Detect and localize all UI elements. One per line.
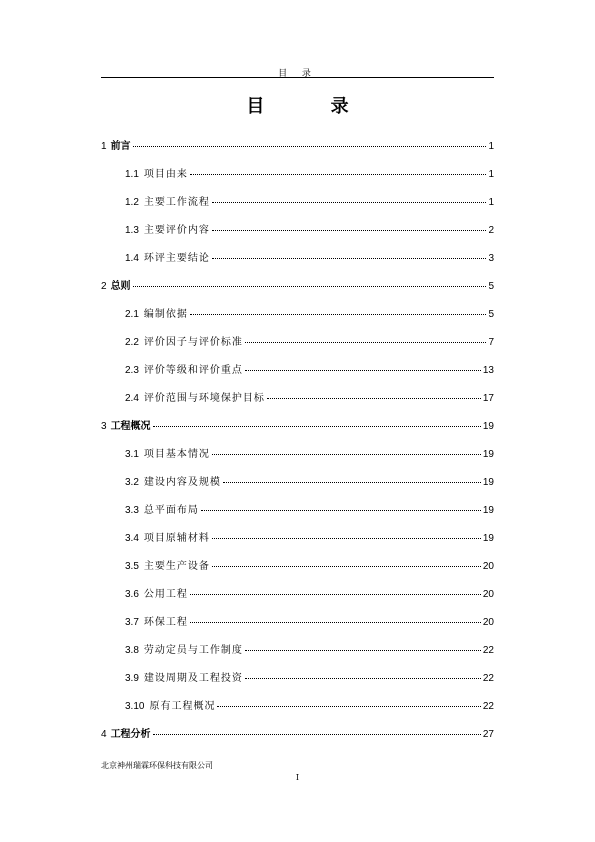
toc-entry-page: 19 — [482, 477, 494, 488]
footer-company-name: 北京神州瑞霖环保科技有限公司 — [101, 761, 213, 770]
toc-dot-leader — [201, 510, 481, 511]
toc-dot-leader — [153, 426, 481, 427]
toc-dot-leader — [190, 622, 481, 623]
toc-entry-number: 2.3 — [125, 365, 139, 376]
toc-entry-page: 22 — [482, 673, 494, 684]
toc-dot-leader — [190, 314, 487, 315]
toc-entry-page: 13 — [482, 365, 494, 376]
toc-entry-number: 1.3 — [125, 225, 139, 236]
toc-dot-leader — [133, 146, 487, 147]
toc-entry-title: 前言 — [110, 141, 131, 152]
toc-section-entry[interactable] — [101, 249, 494, 277]
toc-section-entry[interactable] — [101, 165, 494, 193]
toc-section-entry[interactable] — [101, 193, 494, 221]
running-header: 目 录 — [278, 69, 317, 79]
toc-section-entry[interactable] — [101, 333, 494, 361]
toc-section-entry[interactable] — [101, 613, 494, 641]
toc-dot-leader — [245, 342, 487, 343]
toc-dot-leader — [153, 734, 481, 735]
toc-entry-page: 22 — [482, 645, 494, 656]
toc-dot-leader — [245, 678, 481, 679]
toc-dot-leader — [190, 174, 487, 175]
toc-entry-title: 项目基本情况 — [143, 449, 210, 460]
toc-entry-title: 工程概况 — [110, 421, 151, 432]
toc-section-entry[interactable] — [101, 389, 494, 417]
toc-entry-number: 3.9 — [125, 673, 139, 684]
toc-entry-page: 17 — [482, 393, 494, 404]
table-of-contents — [101, 137, 494, 753]
toc-entry-number: 3.1 — [125, 449, 139, 460]
toc-entry-page: 3 — [488, 253, 494, 264]
toc-entry-title: 总则 — [110, 281, 131, 292]
toc-section-entry[interactable] — [101, 697, 494, 725]
toc-section-entry[interactable] — [101, 529, 494, 557]
toc-dot-leader — [212, 258, 487, 259]
toc-entry-number: 1 — [101, 141, 107, 152]
toc-entry-title: 评价因子与评价标准 — [143, 337, 243, 348]
toc-entry-title: 建设内容及规模 — [143, 477, 221, 488]
toc-section-entry[interactable] — [101, 501, 494, 529]
toc-entry-page: 7 — [488, 337, 494, 348]
toc-entry-title: 评价范围与环境保护目标 — [143, 393, 265, 404]
toc-entry-page: 22 — [482, 701, 494, 712]
toc-section-entry[interactable] — [101, 641, 494, 669]
toc-entry-number: 3.5 — [125, 561, 139, 572]
toc-entry-title: 工程分析 — [110, 729, 151, 740]
toc-entry-number: 2 — [101, 281, 107, 292]
toc-entry-page: 27 — [482, 729, 494, 740]
toc-entry-title: 劳动定员与工作制度 — [143, 645, 243, 656]
toc-entry-page: 2 — [488, 225, 494, 236]
toc-entry-number: 1.2 — [125, 197, 139, 208]
toc-entry-number: 2.4 — [125, 393, 139, 404]
toc-chapter-entry[interactable] — [101, 137, 494, 165]
toc-entry-title: 项目由来 — [143, 169, 188, 180]
toc-section-entry[interactable] — [101, 473, 494, 501]
toc-dot-leader — [212, 566, 481, 567]
toc-entry-page: 19 — [482, 449, 494, 460]
toc-entry-number: 3.7 — [125, 617, 139, 628]
toc-entry-page: 5 — [488, 309, 494, 320]
toc-entry-page: 1 — [488, 141, 494, 152]
toc-entry-page: 20 — [482, 561, 494, 572]
toc-entry-number: 1.4 — [125, 253, 139, 264]
toc-entry-title: 评价等级和评价重点 — [143, 365, 243, 376]
toc-entry-title: 编制依据 — [143, 309, 188, 320]
toc-entry-number: 2.1 — [125, 309, 139, 320]
toc-entry-title: 主要工作流程 — [143, 197, 210, 208]
toc-section-entry[interactable] — [101, 669, 494, 697]
footer-page-number: I — [295, 773, 300, 782]
toc-entry-title: 环保工程 — [143, 617, 188, 628]
toc-entry-title: 环评主要结论 — [143, 253, 210, 264]
toc-entry-title: 建设周期及工程投资 — [143, 673, 243, 684]
toc-entry-title: 公用工程 — [143, 589, 188, 600]
toc-entry-title: 项目原辅材料 — [143, 533, 210, 544]
toc-entry-page: 19 — [482, 533, 494, 544]
toc-dot-leader — [223, 482, 481, 483]
toc-entry-title: 原有工程概况 — [149, 701, 216, 712]
toc-entry-page: 20 — [482, 617, 494, 628]
toc-entry-title: 总平面布局 — [143, 505, 199, 516]
toc-dot-leader — [212, 454, 481, 455]
toc-dot-leader — [245, 650, 481, 651]
toc-entry-page: 19 — [482, 505, 494, 516]
toc-entry-number: 3.6 — [125, 589, 139, 600]
toc-chapter-entry[interactable] — [101, 277, 494, 305]
toc-entry-number: 3.4 — [125, 533, 139, 544]
toc-entry-number: 4 — [101, 729, 107, 740]
toc-entry-number: 1.1 — [125, 169, 139, 180]
toc-entry-number: 3 — [101, 421, 107, 432]
toc-entry-title: 主要评价内容 — [143, 225, 210, 236]
toc-dot-leader — [212, 230, 487, 231]
toc-section-entry[interactable] — [101, 361, 494, 389]
toc-dot-leader — [133, 286, 487, 287]
toc-entry-number: 3.8 — [125, 645, 139, 656]
toc-dot-leader — [217, 706, 480, 707]
toc-entry-page: 20 — [482, 589, 494, 600]
toc-section-entry[interactable] — [101, 557, 494, 585]
toc-entry-number: 2.2 — [125, 337, 139, 348]
toc-section-entry[interactable] — [101, 305, 494, 333]
toc-entry-title: 主要生产设备 — [143, 561, 210, 572]
toc-chapter-entry[interactable] — [101, 725, 494, 753]
toc-chapter-entry[interactable] — [101, 417, 494, 445]
toc-section-entry[interactable] — [101, 445, 494, 473]
toc-dot-leader — [190, 594, 481, 595]
toc-dot-leader — [245, 370, 481, 371]
toc-section-entry[interactable] — [101, 221, 494, 249]
toc-entry-number: 3.3 — [125, 505, 139, 516]
toc-section-entry[interactable] — [101, 585, 494, 613]
toc-entry-page: 1 — [488, 169, 494, 180]
toc-entry-number: 3.10 — [125, 701, 145, 712]
toc-entry-page: 1 — [488, 197, 494, 208]
toc-entry-page: 19 — [482, 421, 494, 432]
toc-dot-leader — [212, 538, 481, 539]
page-title: 目 录 — [246, 96, 379, 117]
toc-entry-page: 5 — [488, 281, 494, 292]
toc-dot-leader — [267, 398, 481, 399]
header-divider — [101, 77, 494, 78]
toc-entry-number: 3.2 — [125, 477, 139, 488]
toc-dot-leader — [212, 202, 487, 203]
